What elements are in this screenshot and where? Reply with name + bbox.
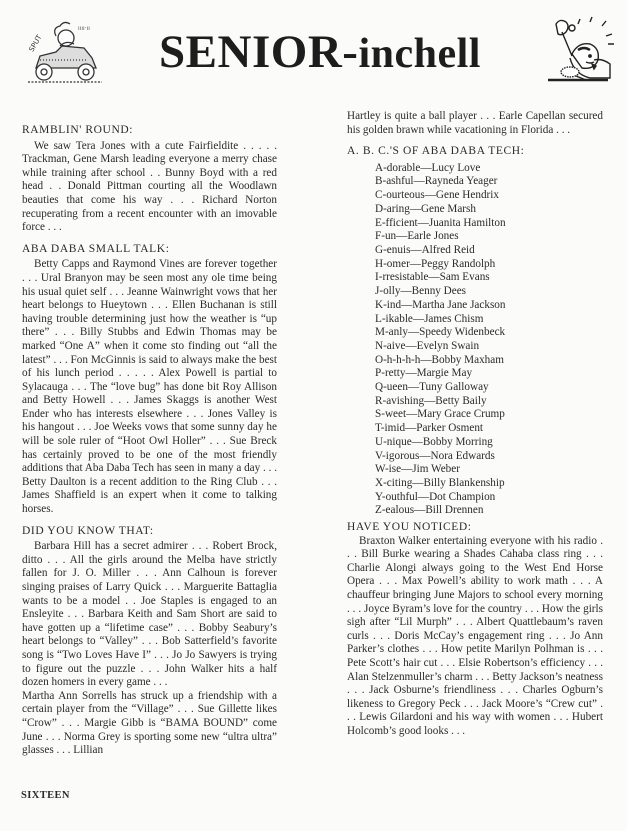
list-item: L-ikable—James Chism [375,312,484,325]
section-paragraph: Martha Ann Sorrells has struck up a friendship with a certain player from the “Village” . . . Sue Gillette likes “Crow” . . . Margie Gibb is “BAMA BOUND” come June . . . Norma Grey is sporting some new “ultra ultra” glasses . . . Lillian [22,689,277,757]
list-item: Z-ealous—Bill Drennen [375,504,484,517]
section-have-you-noticed [347,521,603,739]
list-item: A-dorable—Lucy Love [375,161,481,174]
list-item: V-igorous—Nora Edwards [375,449,495,462]
section-heading: HAVE YOU NOTICED: [347,521,472,534]
list-item: D-aring—Gene Marsh [375,202,476,215]
list-item: O-h-h-h-h—Bobby Maxham [375,353,504,366]
section-paragraph: We saw Tera Jones with a cute Fairfieldite . . . . . Trackman, Gene Marsh leading everyone a merry chase while training after school . . Bunny Boyd with a red head . . Donald Pittman courting all the Woodlawn beauties that come his way . . . Richard Norton recuperating from a recent encounter with an imovable force . . . [22,139,277,234]
list-item: X-citing—Billy Blankenship [375,476,505,489]
list-item: U-nique—Bobby Morring [375,435,493,448]
cartoon-fisherman-icon [548,14,620,88]
section-heading: RAMBLIN' ROUND: [22,124,134,136]
list-item: I-rresistable—Sam Evans [375,271,490,284]
svg-text:ıııı·ıı: ıııı·ıı [78,25,90,32]
list-item: W-ise—Jim Weber [375,463,460,476]
section-ramblin-round [22,124,277,235]
section-heading: A. B. C.'S OF ABA DABA TECH: [347,145,525,158]
list-item: E-fficient—Juanita Hamilton [375,216,506,229]
list-item: R-avishing—Betty Baily [375,394,487,407]
masthead [0,0,627,100]
section-abcs-of-aba-daba-tech [347,145,603,518]
list-item: G-enuis—Alfred Reid [375,244,475,256]
page-number-label: SIXTEEN [21,790,70,801]
list-item: M-anly—Speedy Widenbeck [375,326,506,339]
list-item: H-omer—Peggy Randolph [375,257,496,270]
svg-text:SPUT: SPUT [27,33,44,54]
abc-list [375,162,603,518]
page-title: SENIOR-inchell [159,26,481,78]
section-heading: DID YOU KNOW THAT: [22,524,154,537]
list-item: J-olly—Benny Dees [375,285,467,298]
list-item: T-imid—Parker Osment [375,422,484,435]
section-paragraph: Barbara Hill has a secret admirer . . . Robert Brock, ditto . . . All the girls around the Melba have strictly fallen for J. O. Miller . . . Ann Calhoun is forever singing praises of Larry Quick . . . Marguerite Battaglia wants to be a model . . Joe Staples is engaged to an Ensleyite . . . Barbara Keith and Sam Short are said to have gotten up a “lifetime case” . . . Bobby Seabury’s heart belongs to “Valley” . . . Bob Satterfield’s favorite song is “Two Loves Have I” . . . Jo Jo Sawyers is trying to figure out the puzzle . . . John Walker hits a half dozen homers in every game . . . [22,540,277,689]
list-item: S-weet—Mary Grace Crump [375,408,505,421]
section-paragraph: Braxton Walker entertaining everyone with his radio . . . Bill Burke wearing a Shades Cahaba class ring . . . Charlie Alongi always going to the West End Horse Opera . . . Max Powell’s ability to work math . . . A chauffeur bringing June Majors to school every morning . . . Joyce Byram’s love for the country . . . How the girls sigh after “Lil Murph” . . . Albert Quattlebaum’s raven curls . . . Doris McCay’s engagement ring . . . Jo Ann Parker’s clothes . . . How petite Marilyn Polhman is . . . Pete Scott’s hair cut . . . Elsie Robertson’s efficiency . . . Alan Stelzenmuller’s charm . . . Betty Jackson’s neatness . . . Jack Osburne’s friendliness . . . Charles Ogburn’s likeness to Gregory Peck . . . Jack Moore’s “Crew cut” . . . Lewis Gilardoni and his way with women . . . Hubert Holcomb’s good looks . . . [347,534,603,737]
continuation-paragraph: Hartley is quite a ball player . . . Earle Capellan secured his golden brawn while vacationing in Florida . . . [347,110,603,136]
right-column [347,110,603,747]
list-item: K-ind—Martha Jane Jackson [375,298,506,311]
list-item: N-aive—Evelyn Swain [375,339,480,352]
section-heading: ABA DABA SMALL TALK: [22,242,170,255]
cartoon-car-icon [26,18,104,88]
list-item: P-retty—Margie May [375,367,473,380]
list-item: Y-outhful—Dot Champion [375,490,496,503]
list-item: C-ourteous—Gene Hendrix [375,189,499,202]
section-did-you-know-that [22,525,277,758]
list-item: F-un—Earle Jones [375,230,459,243]
list-item: B-ashful—Rayneda Yeager [375,175,498,188]
left-column [22,124,277,766]
section-aba-daba-small-talk [22,243,277,517]
section-paragraph: Betty Capps and Raymond Vines are forever together . . . Ural Branyon may be seen most any ole time being his usual quiet self . . . Jeanne Wainwright vows that her heart belongs to Hueytown . . . Ellen Buchanan is still having trouble determining just how the weather is “up there” . . . Billy Stubbs and Edwin Thomas may be marked “One A” when it come sto finding out “all the latest” . . . Fon McGinnis is said to always make the best of his lunch period . . . . . Alex Powell is partial to Sylacauga . . . The “love bug” has done bit Roy Allison and Betty Howell . . . James Skaggs is another West Ender who has interests elsewhere . . . Jones Valley is his hangout . . . Joe Weeks vows that some sunny day he will be sole ruler of “Hoot Owl Holler” . . . Sue Breck has certainly proved to be one of the most friendly additions that Aba Daba Tech has seen in many a day . . . Betty Daulton is a recent addition to the Ring Club . . . James Shaffield is an expert when it come to talking horses. [22,258,278,516]
list-item: Q-ueen—Tuny Galloway [375,381,489,394]
